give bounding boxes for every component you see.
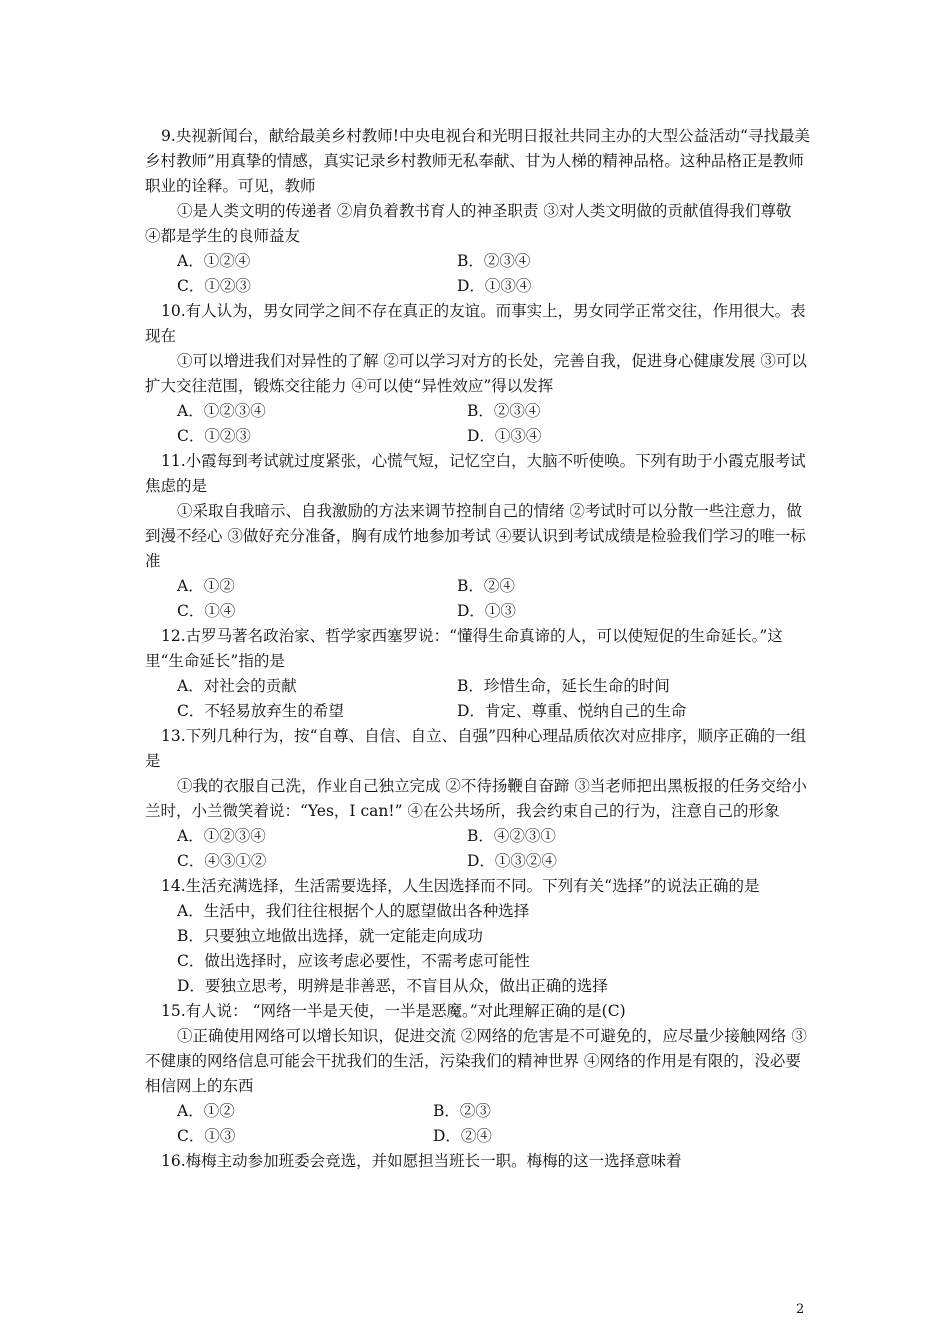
question-stem: 15.有人说： “网络一半是天使，一半是恶魔。”对此理解正确的是(C): [161, 1002, 626, 1020]
option-a: A．①②: [177, 1102, 235, 1120]
option-a: A．①②: [177, 577, 235, 595]
option-c: C．不轻易放弃生的希望: [177, 702, 344, 720]
question-13: [145, 724, 810, 874]
option-d: D．①③②④: [467, 852, 557, 870]
question-12: [145, 624, 810, 724]
question-statements: ①是人类文明的传递者 ②肩负着教书育人的神圣职责 ③对人类文明做的贡献值得我们尊敬 ④都是学生的良师益友: [145, 202, 792, 245]
option-b: B．只要独立地做出选择，就一定能走向成功: [177, 927, 483, 945]
question-stem: 13.下列几种行为，按“自尊、自信、自立、自强”四种心理品质依次对应排序，顺序正确的一组是: [145, 727, 807, 770]
option-c: C．①④: [177, 602, 236, 620]
question-stem: 14.生活充满选择，生活需要选择，人生因选择而不同。下列有关“选择”的说法正确的是: [161, 877, 760, 895]
option-c: C．①②③: [177, 427, 251, 445]
option-grid: [145, 1099, 810, 1149]
option-b: B．④②③①: [467, 827, 556, 845]
question-stem: 10.有人认为，男女同学之间不存在真正的友谊。而事实上，男女同学正常交往，作用很大。表现在: [145, 302, 806, 345]
option-a: A．①②④: [177, 252, 251, 270]
option-grid: [145, 574, 810, 624]
option-a: A．生活中，我们往往根据个人的愿望做出各种选择: [177, 902, 530, 920]
question-14: [145, 874, 810, 999]
option-grid: [145, 824, 810, 874]
question-statements: ①可以增进我们对异性的了解 ②可以学习对方的长处，完善自我，促进身心健康发展 ③可以扩大交往范围，锻炼交往能力 ④可以使“异性效应”得以发挥: [145, 352, 807, 395]
option-a: A．①②③④: [177, 402, 266, 420]
question-9: [145, 124, 810, 299]
option-d: D．肯定、尊重、悦纳自己的生命: [457, 702, 687, 720]
option-grid: [145, 399, 810, 449]
question-list: [145, 124, 810, 1174]
question-statements: ①正确使用网络可以增长知识，促进交流 ②网络的危害是不可避免的，应尽量少接触网络 ③不健康的网络信息可能会干扰我们的生活，污染我们的精神世界 ④网络的作用是有限的，没必要相信网上的东西: [145, 1027, 807, 1095]
option-d: D．①③: [457, 602, 516, 620]
option-b: B．②③④: [467, 402, 541, 420]
option-c: C．①③: [177, 1127, 236, 1145]
option-c: C．①②③: [177, 277, 251, 295]
option-d: D．①③④: [467, 427, 542, 445]
option-grid: [145, 674, 810, 724]
option-a: A．①②③④: [177, 827, 266, 845]
question-stem: 9.央视新闻台，献给最美乡村教师!中央电视台和光明日报社共同主办的大型公益活动“寻找最美乡村教师”用真挚的情感，真实记录乡村教师无私奉献、甘为人梯的精神品格。这种品格正是教师职业的诠释。可见，教师: [145, 127, 810, 195]
option-c: C．做出选择时，应该考虑必要性，不需考虑可能性: [177, 952, 530, 970]
question-16: [145, 1149, 810, 1174]
page-number: 2: [796, 1302, 805, 1317]
option-a: A．对社会的贡献: [177, 677, 297, 695]
option-d: D．①③④: [457, 277, 532, 295]
question-stem: 12.古罗马著名政治家、哲学家西塞罗说：“懂得生命真谛的人，可以使短促的生命延长。”这里“生命延长”指的是: [145, 627, 783, 670]
option-d: D．②④: [433, 1127, 492, 1145]
option-b: B．珍惜生命，延长生命的时间: [457, 677, 670, 695]
question-stem: 16.梅梅主动参加班委会竞选，并如愿担当班长一职。梅梅的这一选择意味着: [161, 1152, 682, 1170]
option-b: B．②③④: [457, 252, 531, 270]
option-b: B．②③: [433, 1102, 491, 1120]
question-10: [145, 299, 810, 449]
option-b: B．②④: [457, 577, 515, 595]
question-statements: ①采取自我暗示、自我激励的方法来调节控制自己的情绪 ②考试时可以分散一些注意力，做到漫不经心 ③做好充分准备，胸有成竹地参加考试 ④要认识到考试成绩是检验我们学习的唯一标准: [145, 502, 806, 570]
question-statements: ①我的衣服自己洗，作业自己独立完成 ②不待扬鞭自奋蹄 ③当老师把出黑板报的任务交给小兰时，小兰微笑着说：“Yes，I can!” ④在公共场所，我会约束自己的行为，注意自己的形象: [145, 777, 807, 820]
question-11: [145, 449, 810, 624]
option-grid: [145, 249, 810, 299]
option-c: C．④③①②: [177, 852, 267, 870]
option-d: D．要独立思考，明辨是非善恶，不盲目从众，做出正确的选择: [177, 977, 608, 995]
question-stem: 11.小霞每到考试就过度紧张，心慌气短，记忆空白，大脑不听使唤。下列有助于小霞克服考试焦虑的是: [145, 452, 806, 495]
question-15: [145, 999, 810, 1149]
